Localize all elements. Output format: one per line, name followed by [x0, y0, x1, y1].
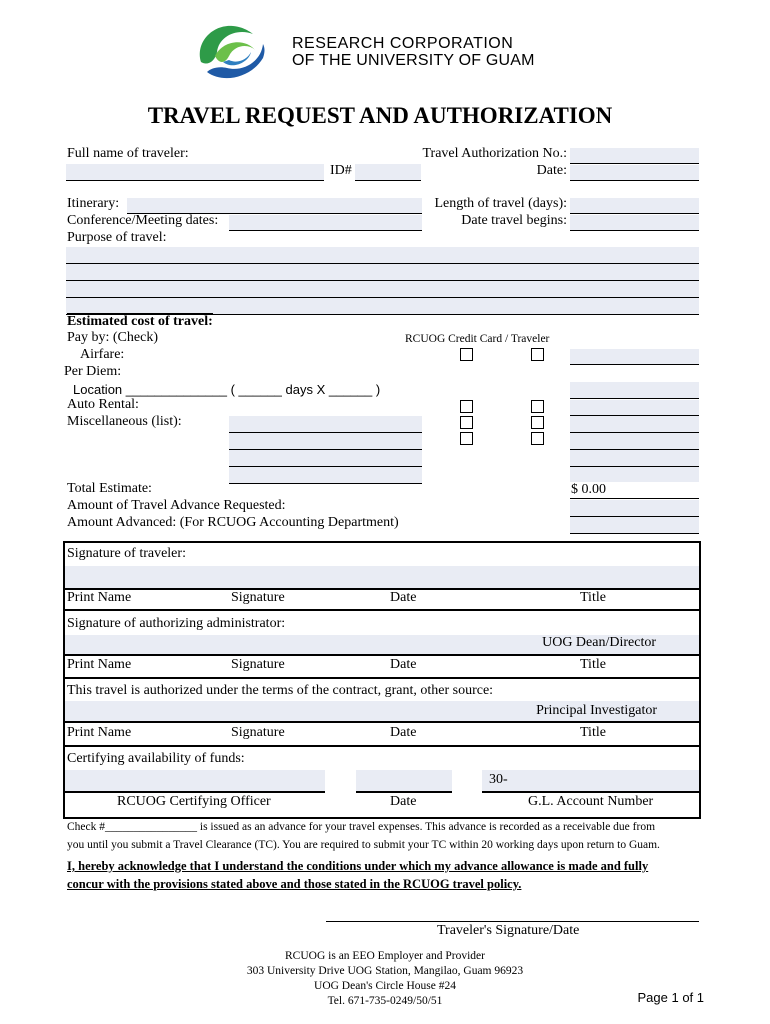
purpose-field-3[interactable] [66, 281, 699, 298]
misc-card-checkbox-2[interactable] [460, 432, 473, 445]
signature-label-3: Signature [231, 725, 285, 740]
page-number: Page 1 of 1 [637, 990, 704, 1005]
auto-traveler-checkbox[interactable] [531, 400, 544, 413]
misc-amount-field-2[interactable] [570, 433, 699, 450]
gl-account-label: G.L. Account Number [528, 794, 654, 809]
per-diem-label: Per Diem: [64, 364, 122, 379]
itinerary-label: Itinerary: [67, 196, 120, 211]
advance-field[interactable] [570, 500, 699, 517]
traveler-signature-line[interactable] [326, 921, 699, 922]
divider-1 [63, 609, 701, 611]
signature-label-2: Signature [231, 657, 285, 672]
gl-account-field[interactable] [482, 770, 699, 793]
airfare-label: Airfare: [80, 347, 125, 362]
dean-label: UOG Dean/Director [542, 635, 656, 650]
certifying-officer-label: RCUOG Certifying Officer [117, 794, 271, 809]
itinerary-field[interactable] [127, 198, 422, 214]
date-label-1: Date [390, 590, 417, 605]
location-label: Location ______________ ( ______ days X ______ ) [73, 382, 381, 397]
date-label-3: Date [390, 725, 417, 740]
auto-amount-field[interactable] [570, 400, 699, 416]
date-label-4: Date [390, 794, 417, 809]
acknowledgement-line-2: concur with the provisions stated above and those stated in the RCUOG travel policy. [67, 877, 522, 891]
misc-label: Miscellaneous (list): [67, 414, 182, 429]
conference-label: Conference/Meeting dates: [67, 213, 219, 228]
authorized-terms-label: This travel is authorized under the terms of the contract, grant, other source: [67, 683, 494, 698]
cost-heading: Estimated cost of travel: [67, 314, 213, 329]
print-name-label-3: Print Name [67, 725, 132, 740]
misc-desc-field-1[interactable] [229, 416, 422, 433]
date-label: Date: [536, 163, 567, 178]
title-label-3: Title [580, 725, 606, 740]
begins-field[interactable] [570, 215, 699, 231]
misc-desc-field-4[interactable] [229, 467, 422, 484]
footer-line-1: RCUOG is an EEO Employer and Provider [285, 950, 485, 962]
misc-desc-field-3[interactable] [229, 450, 422, 467]
id-field[interactable] [355, 164, 421, 181]
acct-prefix: 30- [489, 772, 508, 787]
card-header: RCUOG Credit Card / Traveler [405, 333, 550, 345]
traveler-signature-date-label: Traveler's Signature/Date [437, 923, 580, 938]
misc-amount-field-1[interactable] [570, 416, 699, 433]
rcuog-logo-icon [193, 22, 269, 82]
traveler-signature-field[interactable] [65, 566, 699, 590]
full-name-label: Full name of traveler: [67, 146, 189, 161]
footer-line-3: UOG Dean's Circle House #24 [314, 980, 456, 992]
advanced-field[interactable] [570, 517, 699, 534]
total-value: $ 0.00 [571, 482, 606, 497]
misc-desc-field-2[interactable] [229, 433, 422, 450]
auto-rental-label: Auto Rental: [67, 397, 139, 412]
purpose-field-2[interactable] [66, 264, 699, 281]
airfare-card-checkbox[interactable] [460, 348, 473, 361]
begins-label: Date travel begins: [461, 213, 567, 228]
certifying-label: Certifying availability of funds: [67, 751, 245, 766]
purpose-field-1[interactable] [66, 247, 699, 264]
authorizing-label: Signature of authorizing administrator: [67, 616, 286, 631]
date-field[interactable] [570, 165, 699, 181]
pay-by-label: Pay by: (Check) [67, 330, 158, 345]
conference-field[interactable] [229, 215, 422, 231]
per-diem-amount-field[interactable] [570, 382, 699, 399]
total-label: Total Estimate: [67, 481, 152, 496]
ta-no-field[interactable] [570, 148, 699, 164]
divider-3 [63, 745, 701, 747]
footer-line-2: 303 University Drive UOG Station, Mangilao, Guam 96923 [246, 965, 524, 977]
certifying-officer-field[interactable] [65, 770, 325, 793]
auto-card-checkbox[interactable] [460, 400, 473, 413]
title-label-1: Title [580, 590, 606, 605]
signature-label-1: Signature [231, 590, 285, 605]
org-name-line2: OF THE UNIVERSITY OF GUAM [292, 52, 535, 69]
date-label-2: Date [390, 657, 417, 672]
page-title: TRAVEL REQUEST AND AUTHORIZATION [147, 103, 613, 128]
check-note: Check #________________ is issued as an advance for your travel expenses. This advance is recorded as a receivable due from [67, 821, 656, 833]
misc-traveler-checkbox-2[interactable] [531, 432, 544, 445]
certifying-date-field[interactable] [356, 770, 452, 793]
title-label-2: Title [580, 657, 606, 672]
advance-label: Amount of Travel Advance Requested: [67, 498, 286, 513]
advanced-label: Amount Advanced: (For RCUOG Accounting Department) [67, 515, 399, 530]
print-name-label-1: Print Name [67, 590, 132, 605]
length-label: Length of travel (days): [434, 196, 567, 211]
airfare-amount-field[interactable] [570, 349, 699, 365]
footer-line-4: Tel. 671-735-0249/50/51 [327, 995, 443, 1007]
misc-card-checkbox-1[interactable] [460, 416, 473, 429]
length-field[interactable] [570, 198, 699, 214]
airfare-traveler-checkbox[interactable] [531, 348, 544, 361]
traveler-signature-label: Signature of traveler: [67, 546, 186, 561]
purpose-label: Purpose of travel: [67, 230, 167, 245]
check-note-2: you until you submit a Travel Clearance (TC). You are required to submit your TC within 20 working days upon return to Guam. [67, 839, 660, 851]
print-name-label-2: Print Name [67, 657, 132, 672]
full-name-field[interactable] [66, 164, 324, 181]
acknowledgement-line-1: I, hereby acknowledge that I understand the conditions under which my advance allowance is made and fully [67, 859, 649, 873]
id-label: ID# [330, 163, 352, 178]
org-name-line1: RESEARCH CORPORATION [292, 35, 514, 52]
ta-no-label: Travel Authorization No.: [422, 146, 567, 161]
pi-label: Principal Investigator [536, 703, 657, 718]
divider-2 [63, 677, 701, 679]
misc-amount-field-3[interactable] [570, 450, 699, 467]
misc-traveler-checkbox-1[interactable] [531, 416, 544, 429]
